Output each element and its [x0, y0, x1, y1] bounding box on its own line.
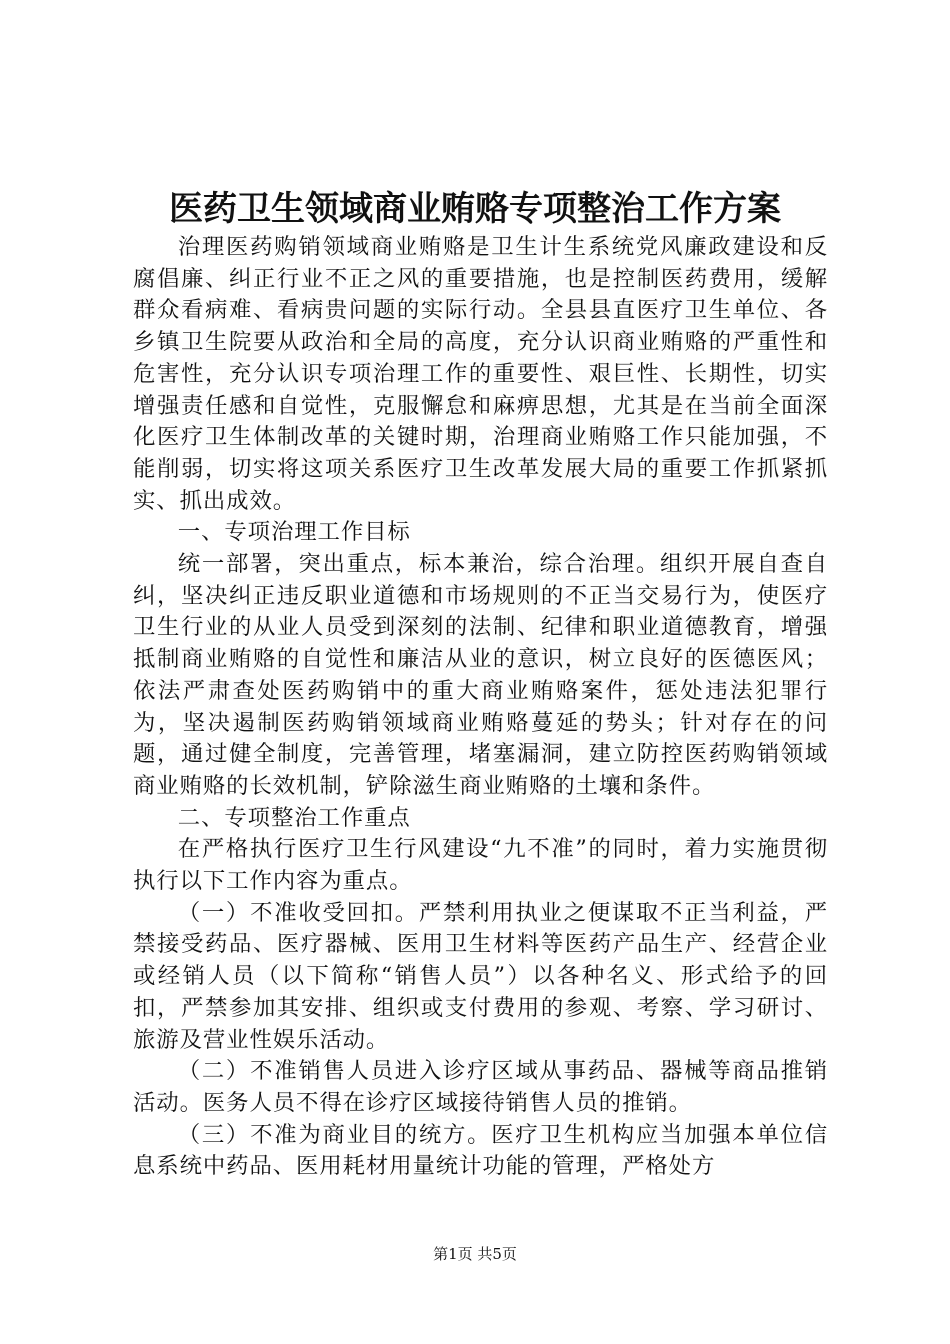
paragraph-intro: 治理医药购销领域商业贿赂是卫生计生系统党风廉政建设和反腐倡廉、纠正行业不正之风的重要措施，也是控制医药费用，缓解群众看病难、看病贵问题的实际行动。全县县直医疗卫生单位、各乡镇卫生院要从政治和全局的高度，充分认识商业贿赂的严重性和危害性，充分认识专项治理工作的重要性、艰巨性、长期性，切实增强责任感和自觉性，克服懈怠和麻痹思想，尤其是在当前全面深化医疗卫生体制改革的关键时期，治理商业贿赂工作只能加强，不能削弱，切实将这项关系医疗卫生改革发展大局的重要工作抓紧抓实、抓出成效。 — [133, 234, 828, 514]
document-title: 医药卫生领域商业贿赂专项整治工作方案 — [169, 189, 781, 229]
section-heading-2: 二、专项整治工作重点 — [177, 804, 411, 831]
document-body — [133, 232, 828, 1183]
paragraph-item-3: （三）不准为商业目的统方。医疗卫生机构应当加强本单位信息系统中药品、医用耗材用量统计功能的管理，严格处方 — [133, 1121, 828, 1180]
section-heading-1: 一、专项治理工作目标 — [177, 519, 411, 546]
paragraph-focus-intro: 在严格执行医疗卫生行风建设“九不准”的同时，着力实施贯彻执行以下工作内容为重点。 — [133, 836, 828, 895]
paragraph-item-2: （二）不准销售人员进入诊疗区域从事药品、器械等商品推销活动。医务人员不得在诊疗区域接待销售人员的推销。 — [133, 1058, 828, 1116]
paragraph-goals: 统一部署，突出重点，标本兼治，综合治理。组织开展自查自纠，坚决纠正违反职业道德和市场规则的不正当交易行为，使医疗卫生行业的从业人员受到深刻的法制、纪律和职业道德教育，增强抵制商业贿赂的自觉性和廉洁从业的意识，树立良好的医德医风；依法严肃查处医药购销中的重大商业贿赂案件，惩处违法犯罪行为，坚决遏制医药购销领域商业贿赂蔓延的势头；针对存在的问题，通过健全制度，完善管理，堵塞漏洞，建立防控医药购销领域商业贿赂的长效机制，铲除滋生商业贿赂的土壤和条件。 — [133, 551, 828, 799]
page-footer: 第1页 共5页 — [433, 1245, 517, 1263]
paragraph-item-1: （一）不准收受回扣。严禁利用执业之便谋取不正当利益，严禁接受药品、医疗器械、医用卫生材料等医药产品生产、经营企业或经销人员（以下简称“销售人员”）以各种名义、形式给予的回扣，严禁参加其安排、组织或支付费用的参观、考察、学习研讨、旅游及营业性娱乐活动。 — [133, 899, 828, 1053]
